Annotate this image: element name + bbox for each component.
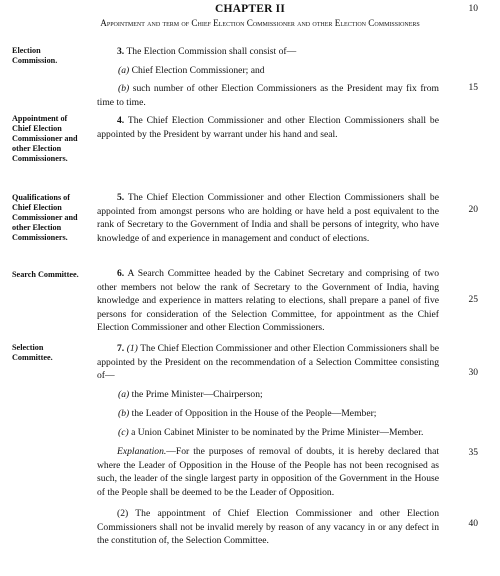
clause-text: such number of other Election Commissioners as the President may fix from time to time. [97,83,439,108]
section-number: 4. [117,115,125,126]
margin-note-qualifications: Qualifications of Chief Election Commissioner and other Election Commissioners. [12,193,78,242]
section-text: The Election Commission shall consist of— [126,46,297,57]
line-number: 10 [468,4,478,14]
section-5 [97,191,439,245]
margin-note-search-committee: Search Committee. [12,270,79,279]
section-3-clause-b [97,82,439,109]
clause-mark: (b) [118,408,130,419]
margin-note-selection-committee: Selection Committee. [12,343,53,362]
section-3-clause-a [118,64,439,78]
section-text: The Chief Election Commissioner and other Election Commissioners shall be appointed from amongst persons who are holding or have held a post equivalent to the rank of Secretary to the Government of India and shall be persons of integrity, who have knowledge of and experience in management and conduct of elections. [97,192,439,244]
section-4 [97,114,439,141]
line-number: 30 [468,368,478,378]
section-7-explanation [97,445,439,499]
line-number: 40 [468,519,478,529]
chapter-title: CHAPTER II [214,3,286,15]
explanation-label: Explanation. [117,446,167,457]
clause-text: the Leader of Opposition in the House of the People—Member; [131,408,377,419]
explanation-text: —For the purposes of removal of doubts, it is hereby declared that where the Leader of Opposition in the House of the People has not been recognised as such, the leader of the single largest party in opposition of the Government in the House of the People shall be deemed to be the Leader of Opposition. [97,446,439,498]
section-7-sub-1 [97,342,439,383]
section-7-clause-b [118,407,439,421]
line-number: 35 [468,448,478,458]
section-number: 3. [117,46,125,57]
margin-note-appointment: Appointment of Chief Election Commissioner and other Election Commissioners. [12,114,78,163]
subsection-mark: (1) [126,343,138,354]
clause-mark: (c) [118,427,129,438]
section-number: 5. [117,192,125,203]
section-7-sub-2 [97,507,439,548]
section-7-clause-a [118,388,439,402]
clause-text: Chief Election Commissioner; and [131,65,265,76]
margin-note-election-commission: Election Commission. [12,46,58,65]
section-text: The Chief Election Commissioner and other Election Commissioners shall be appointed by the President on the recommendation of a Selection Committee consisting of— [97,343,440,382]
section-text: The appointment of Chief Election Commissioner and other Election Commissioners shall not be invalid merely by reason of any vacancy in or any defect in the constitution of, the Selection Committee. [97,508,439,547]
clause-mark: (b) [118,83,130,94]
clause-text: the Prime Minister—Chairperson; [131,389,263,400]
section-6 [97,267,439,335]
line-number: 25 [468,295,478,305]
clause-mark: (a) [118,65,130,76]
clause-mark: (a) [118,389,130,400]
section-7-clause-c [118,426,439,440]
section-3-intro [97,45,439,59]
section-number: 6. [117,268,125,279]
line-number: 15 [468,83,478,93]
clause-text: a Union Cabinet Minister to be nominated by the Prime Minister—Member. [131,427,424,438]
section-text: The Chief Election Commissioner and other Election Commissioners shall be appointed by the President by warrant under his hand and seal. [97,115,439,140]
chapter-heading: Appointment and term of Chief Election Commissioner and other Election Commissioners [100,18,420,28]
section-number: 7. [117,343,125,354]
section-text: A Search Committee headed by the Cabinet Secretary and comprising of two other members not below the rank of Secretary to the Government of India, having knowledge and experience in matters relating to elections, shall prepare a panel of five persons for consideration of the Selection Committee, for appointment as the Chief Election Commissioner and other Election Commissioners. [97,268,439,334]
subsection-mark: (2) [117,508,129,519]
line-number: 20 [468,205,478,215]
